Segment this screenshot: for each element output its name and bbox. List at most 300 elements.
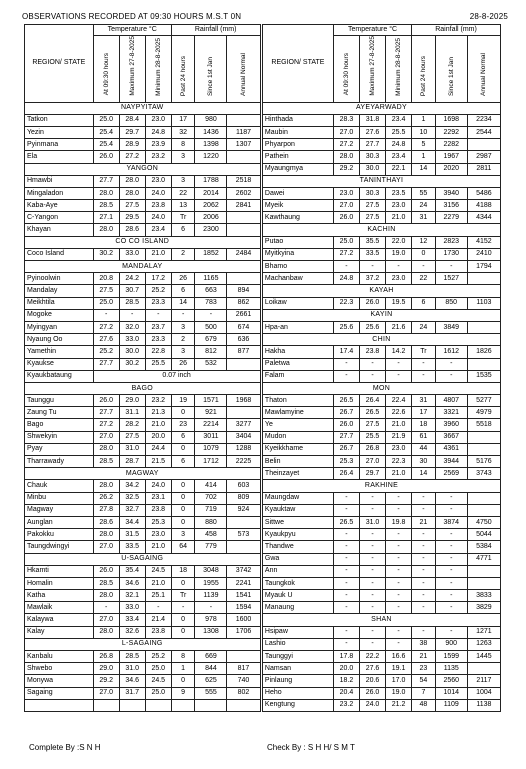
station-name: Meikhtila xyxy=(25,297,94,309)
table-row xyxy=(25,626,501,638)
temp-min: 24.0 xyxy=(145,480,171,492)
temp-min: 21.0 xyxy=(145,419,171,431)
temp-min: 25.5 xyxy=(386,126,412,138)
temp-min: 24.8 xyxy=(145,126,171,138)
temp-0930: 25.6 xyxy=(333,321,359,333)
temp-min: 22.0 xyxy=(386,236,412,248)
temp-0930: 27.0 xyxy=(333,200,359,212)
station-name: Kyeikkhame xyxy=(262,443,333,455)
rain-24h: Tr xyxy=(412,346,436,358)
station-name: Hkamti xyxy=(25,565,94,577)
temp-max: - xyxy=(359,565,385,577)
rain-annual-normal: 1445 xyxy=(467,651,500,663)
temp-max: 30.3 xyxy=(359,151,385,163)
rain-annual-normal: 2484 xyxy=(227,248,260,260)
section-header-l-sagaing: L-SAGAING xyxy=(25,638,261,650)
rain-24h: - xyxy=(412,577,436,589)
temp-min: 19.8 xyxy=(386,516,412,528)
temp-min: - xyxy=(386,553,412,565)
temp-max: 32.5 xyxy=(119,492,145,504)
temp-max: 34.4 xyxy=(119,516,145,528)
rain-annual-normal xyxy=(227,651,260,663)
temp-min: 19.0 xyxy=(386,687,412,699)
temp-min: 23.8 xyxy=(145,626,171,638)
temp-0930: 26.0 xyxy=(93,565,119,577)
table-row xyxy=(25,285,501,297)
col-past24-right: Past 24 hours xyxy=(412,36,436,103)
table-row xyxy=(25,102,501,114)
rain-since-jan: 978 xyxy=(195,614,227,626)
rain-annual-normal: 2241 xyxy=(227,577,260,589)
temp-min: 24.5 xyxy=(145,675,171,687)
temp-min: 21.0 xyxy=(386,419,412,431)
temp-max: 28.9 xyxy=(119,139,145,151)
table-row xyxy=(25,431,501,443)
station-name: Coco Island xyxy=(25,248,94,260)
rain-annual-normal xyxy=(227,212,260,224)
station-name: Shwebo xyxy=(25,663,94,675)
temp-min: 16.6 xyxy=(386,651,412,663)
temp-min: 22.8 xyxy=(145,346,171,358)
section-header-mandalay: MANDALAY xyxy=(25,261,261,273)
temp-max: - xyxy=(359,577,385,589)
temp-0930: 26.0 xyxy=(93,151,119,163)
rain-24h: Tr xyxy=(171,212,195,224)
temp-max: 28.6 xyxy=(119,224,145,236)
rain-annual-normal: 877 xyxy=(227,346,260,358)
rain-annual-normal: 1271 xyxy=(467,626,500,638)
rain-24h: 0 xyxy=(171,504,195,516)
temp-max: 30.3 xyxy=(359,187,385,199)
temp-min: - xyxy=(386,565,412,577)
temp-0930: 27.2 xyxy=(93,321,119,333)
temp-min: 20.0 xyxy=(145,431,171,443)
rain-24h: 23 xyxy=(171,419,195,431)
rain-24h: 8 xyxy=(171,651,195,663)
temp-0930: 30.2 xyxy=(93,248,119,260)
temp-0930: 26.4 xyxy=(333,468,359,480)
temp-min: 21.0 xyxy=(386,468,412,480)
station-name: Myingyan xyxy=(25,321,94,333)
rain-24h: 6 xyxy=(171,431,195,443)
rain-since-jan: 1308 xyxy=(195,626,227,638)
temp-min: 25.5 xyxy=(145,358,171,370)
rain-annual-normal: 5518 xyxy=(467,419,500,431)
temp-min: 23.5 xyxy=(386,187,412,199)
rain-since-jan: - xyxy=(435,370,467,382)
station-name: Ye xyxy=(262,419,333,431)
table-row xyxy=(25,663,501,675)
temp-0930: 26.5 xyxy=(333,395,359,407)
temp-min: - xyxy=(386,602,412,614)
temp-min: - xyxy=(145,309,171,321)
rain-24h: 3 xyxy=(171,321,195,333)
rain-since-jan: - xyxy=(435,577,467,589)
rain-annual-normal: 5277 xyxy=(467,395,500,407)
temp-max: 35.4 xyxy=(119,565,145,577)
temp-0930: 25.0 xyxy=(93,114,119,126)
col-minimum-right: Minimum 28-8-2025 xyxy=(386,36,412,103)
temp-min: 23.8 xyxy=(145,200,171,212)
table-row xyxy=(25,419,501,431)
rain-annual-normal: 1594 xyxy=(227,602,260,614)
rain-24h: 0 xyxy=(171,577,195,589)
table-row xyxy=(25,638,501,650)
temp-max: 31.5 xyxy=(119,529,145,541)
table-row xyxy=(25,395,501,407)
temp-max: 27.5 xyxy=(359,212,385,224)
temp-min: 25.2 xyxy=(145,285,171,297)
section-header-shan: SHAN xyxy=(262,614,500,626)
rain-24h: - xyxy=(412,358,436,370)
rain-since-jan: 4361 xyxy=(435,443,467,455)
station-name: Hakha xyxy=(262,346,333,358)
table-row xyxy=(25,370,501,382)
rain-annual-normal: 1004 xyxy=(467,687,500,699)
rain-since-jan: 3849 xyxy=(435,321,467,333)
rain-since-jan: 2300 xyxy=(195,224,227,236)
temp-max: 26.4 xyxy=(359,395,385,407)
temp-0930: 28.0 xyxy=(93,224,119,236)
rain-since-jan: 850 xyxy=(435,297,467,309)
station-name: Nyaung Oo xyxy=(25,334,94,346)
temp-0930: 25.2 xyxy=(93,346,119,358)
rain-24h: 1 xyxy=(412,114,436,126)
rain-24h: 0 xyxy=(412,248,436,260)
temp-max: 33.0 xyxy=(119,602,145,614)
temp-0930: 27.2 xyxy=(333,248,359,260)
rain-24h: - xyxy=(412,553,436,565)
temp-max: 20.6 xyxy=(359,675,385,687)
rain-24h: 3 xyxy=(171,151,195,163)
rain-since-jan: 4807 xyxy=(435,395,467,407)
temp-0930: 20.8 xyxy=(93,273,119,285)
station-name: Mudon xyxy=(262,431,333,443)
rain-annual-normal xyxy=(227,541,260,553)
temp-0930: 26.0 xyxy=(333,212,359,224)
observations-body xyxy=(25,102,501,711)
temp-max: 31.1 xyxy=(119,407,145,419)
temp-max: 30.0 xyxy=(119,346,145,358)
station-name: Zaung Tu xyxy=(25,407,94,419)
rain-24h: - xyxy=(412,541,436,553)
left-empty-cell xyxy=(93,699,119,711)
temp-min: 22.4 xyxy=(386,395,412,407)
rain-since-jan: 3156 xyxy=(435,200,467,212)
temp-min: 23.0 xyxy=(386,273,412,285)
rain-since-jan: 2279 xyxy=(435,212,467,224)
rain-24h: 32 xyxy=(171,126,195,138)
rain-since-jan: 880 xyxy=(195,516,227,528)
station-name: Ela xyxy=(25,151,94,163)
rain-since-jan: - xyxy=(435,565,467,577)
station-name: Hpa-an xyxy=(262,321,333,333)
report-title: OBSERVATIONS RECORDED AT 09:30 HOURS M.S.T 0N xyxy=(22,12,242,21)
temp-0930: 24.8 xyxy=(333,273,359,285)
temp-0930: 29.2 xyxy=(333,163,359,175)
temp-0930: - xyxy=(333,492,359,504)
temp-0930: 26.8 xyxy=(93,651,119,663)
rain-24h: - xyxy=(412,626,436,638)
temp-min: 24.0 xyxy=(145,212,171,224)
temp-max: 27.2 xyxy=(119,151,145,163)
temp-0930: 26.0 xyxy=(93,395,119,407)
temp-max: 29.7 xyxy=(119,126,145,138)
table-row xyxy=(25,187,501,199)
rain-since-jan: 1712 xyxy=(195,456,227,468)
section-header-chin: CHIN xyxy=(262,334,500,346)
station-name: Kalay xyxy=(25,626,94,638)
station-name: Kengtung xyxy=(262,699,333,711)
table-row xyxy=(25,175,501,187)
rain-annual-normal: 817 xyxy=(227,663,260,675)
station-name: Yezin xyxy=(25,126,94,138)
table-row xyxy=(25,516,501,528)
rain-24h: 6 xyxy=(412,297,436,309)
temp-0930: - xyxy=(333,565,359,577)
rain-since-jan: 980 xyxy=(195,114,227,126)
rain-since-jan: 1612 xyxy=(435,346,467,358)
rain-annual-normal: 4771 xyxy=(467,553,500,565)
rain-since-jan: - xyxy=(435,504,467,516)
temp-max: - xyxy=(359,553,385,565)
temp-min: - xyxy=(386,492,412,504)
station-name: Kyaukse xyxy=(25,358,94,370)
temp-max: 25.5 xyxy=(359,431,385,443)
temp-0930: 23.2 xyxy=(333,699,359,711)
rain-24h: 64 xyxy=(171,541,195,553)
rain-annual-normal: 5044 xyxy=(467,529,500,541)
station-name: Paletwa xyxy=(262,358,333,370)
rain-since-jan: 719 xyxy=(195,504,227,516)
temp-min: 21.0 xyxy=(145,541,171,553)
temp-min: 23.2 xyxy=(145,151,171,163)
temp-0930: 27.2 xyxy=(333,139,359,151)
station-name: Mandalay xyxy=(25,285,94,297)
station-name: Thaton xyxy=(262,395,333,407)
table-row xyxy=(25,565,501,577)
temp-max: 33.5 xyxy=(359,248,385,260)
rain-since-jan: - xyxy=(435,261,467,273)
temp-min: - xyxy=(386,541,412,553)
station-name: Pakokku xyxy=(25,529,94,541)
temp-min: 23.0 xyxy=(145,529,171,541)
observations-table xyxy=(24,24,501,712)
check-by: Check By : S H H/ S M T xyxy=(267,743,355,752)
temp-max: 28.7 xyxy=(119,456,145,468)
temp-max: 29.5 xyxy=(119,212,145,224)
table-row xyxy=(25,224,501,236)
col-maximum-right: Maximum 27-8-2025 xyxy=(359,36,385,103)
rain-annual-normal xyxy=(467,139,500,151)
station-name: Yamethin xyxy=(25,346,94,358)
temp-max: 27.6 xyxy=(359,663,385,675)
temp-min: 25.0 xyxy=(145,663,171,675)
temp-min: 23.3 xyxy=(145,297,171,309)
temp-min: - xyxy=(386,577,412,589)
temp-min: 23.3 xyxy=(145,334,171,346)
rain-annual-normal: 2987 xyxy=(467,151,500,163)
station-name: Myitkyina xyxy=(262,248,333,260)
rain-since-jan: 1788 xyxy=(195,175,227,187)
rain-annual-normal xyxy=(467,443,500,455)
rain-24h: 0 xyxy=(171,443,195,455)
station-name: Pinlaung xyxy=(262,675,333,687)
section-header-taninthayi: TANINTHAYI xyxy=(262,175,500,187)
temp-max: 27.5 xyxy=(359,419,385,431)
rain-annual-normal xyxy=(227,224,260,236)
temp-max: - xyxy=(119,309,145,321)
rain-since-jan: 1527 xyxy=(435,273,467,285)
temp-max: 24.2 xyxy=(119,273,145,285)
rain-24h: - xyxy=(412,370,436,382)
rain-since-jan: 679 xyxy=(195,334,227,346)
temp-0930: 28.0 xyxy=(93,443,119,455)
rain-since-jan: 1698 xyxy=(435,114,467,126)
station-name: Sittwe xyxy=(262,516,333,528)
temp-0930: 27.2 xyxy=(93,419,119,431)
rain-since-jan: 625 xyxy=(195,675,227,687)
left-empty-cell xyxy=(25,699,94,711)
temp-0930: 25.4 xyxy=(93,126,119,138)
rain-since-jan: 669 xyxy=(195,651,227,663)
rain-since-jan: 1398 xyxy=(195,139,227,151)
temp-max: 26.0 xyxy=(359,297,385,309)
temp-max: - xyxy=(359,529,385,541)
rain-24h: 14 xyxy=(171,297,195,309)
temp-min: - xyxy=(386,358,412,370)
rain-annual-normal: 636 xyxy=(227,334,260,346)
station-name: Shwekyin xyxy=(25,431,94,443)
rain-annual-normal: 2518 xyxy=(227,175,260,187)
rain-annual-normal xyxy=(227,407,260,419)
rain-since-jan: 900 xyxy=(435,638,467,650)
table-row xyxy=(25,529,501,541)
rain-since-jan: - xyxy=(435,358,467,370)
rain-24h: 9 xyxy=(171,687,195,699)
left-empty-cell xyxy=(145,699,171,711)
station-name: Hinthada xyxy=(262,114,333,126)
rain-since-jan: 663 xyxy=(195,285,227,297)
temp-max: 24.0 xyxy=(359,699,385,711)
rain-24h: 19 xyxy=(171,395,195,407)
temp-max: - xyxy=(359,626,385,638)
table-row xyxy=(25,297,501,309)
rain-annual-normal: 5486 xyxy=(467,187,500,199)
temp-min: 23.0 xyxy=(386,200,412,212)
rain-since-jan: 1079 xyxy=(195,443,227,455)
temp-max: 32.6 xyxy=(119,626,145,638)
temp-min: 19.0 xyxy=(386,248,412,260)
section-header-naypyitaw: NAYPYITAW xyxy=(25,102,261,114)
temp-min: - xyxy=(386,370,412,382)
rain-annual-normal xyxy=(227,273,260,285)
rain-24h: 10 xyxy=(412,126,436,138)
temp-min: 23.0 xyxy=(386,443,412,455)
temp-0930: - xyxy=(333,358,359,370)
temp-0930: 20.0 xyxy=(333,663,359,675)
rain-since-jan: - xyxy=(435,492,467,504)
table-row xyxy=(25,456,501,468)
station-name: Mawlaik xyxy=(25,602,94,614)
rain-24h: 2 xyxy=(171,334,195,346)
temp-max: 28.2 xyxy=(119,419,145,431)
rain-annual-normal: 3833 xyxy=(467,590,500,602)
section-header-u-sagaing: U-SAGAING xyxy=(25,553,261,565)
rain-annual-normal: 1706 xyxy=(227,626,260,638)
rain-since-jan: 1852 xyxy=(195,248,227,260)
rain-since-jan: 1165 xyxy=(195,273,227,285)
station-name: Hmawbi xyxy=(25,175,94,187)
station-name: Manaung xyxy=(262,602,333,614)
temp-max: 32.1 xyxy=(119,590,145,602)
temp-0930: 27.5 xyxy=(93,285,119,297)
station-name: Bhamo xyxy=(262,261,333,273)
left-empty-cell xyxy=(119,699,145,711)
rain-since-jan: 1220 xyxy=(195,151,227,163)
table-row xyxy=(25,675,501,687)
rain-24h: 55 xyxy=(412,187,436,199)
table-row xyxy=(25,687,501,699)
rainfall-header-left: Rainfall (mm) xyxy=(171,25,260,36)
station-name: Machanbaw xyxy=(262,273,333,285)
temp-max: 31.7 xyxy=(119,687,145,699)
rain-annual-normal: 924 xyxy=(227,504,260,516)
temp-0930: - xyxy=(333,261,359,273)
temp-0930: - xyxy=(333,553,359,565)
rain-annual-normal: 3404 xyxy=(227,431,260,443)
temp-min: 21.0 xyxy=(145,248,171,260)
rain-24h: 8 xyxy=(171,139,195,151)
rain-since-jan: 3960 xyxy=(435,419,467,431)
rain-annual-normal: 2811 xyxy=(467,163,500,175)
temp-max: - xyxy=(359,358,385,370)
col-past24-left: Past 24 hours xyxy=(171,36,195,103)
table-row xyxy=(25,480,501,492)
station-name: Myaungmya xyxy=(262,163,333,175)
temp-min: 24.0 xyxy=(145,187,171,199)
rainfall-header-right: Rainfall (mm) xyxy=(412,25,501,36)
temp-min: - xyxy=(386,626,412,638)
temp-max: 33.5 xyxy=(119,541,145,553)
rain-since-jan: - xyxy=(435,553,467,565)
temp-0930: 26.7 xyxy=(333,407,359,419)
rain-24h: 7 xyxy=(412,687,436,699)
temp-max: 33.4 xyxy=(119,614,145,626)
temp-min: - xyxy=(386,638,412,650)
temp-0930: 25.0 xyxy=(333,236,359,248)
table-row xyxy=(25,407,501,419)
rain-24h: 3 xyxy=(171,346,195,358)
temp-0930: 28.5 xyxy=(93,200,119,212)
temp-min: 23.0 xyxy=(145,114,171,126)
temp-0930: 27.1 xyxy=(93,212,119,224)
rain-24h: 14 xyxy=(412,468,436,480)
temp-min: 23.7 xyxy=(145,321,171,333)
section-header-magway: MAGWAY xyxy=(25,468,261,480)
station-name: Pyay xyxy=(25,443,94,455)
rain-annual-normal xyxy=(467,663,500,675)
temp-0930: 18.2 xyxy=(333,675,359,687)
station-name: Belin xyxy=(262,456,333,468)
left-empty-cell xyxy=(227,699,260,711)
rain-24h: 22 xyxy=(412,273,436,285)
rain-since-jan: 921 xyxy=(195,407,227,419)
temp-0930: 28.0 xyxy=(93,529,119,541)
rain-24h: 23 xyxy=(412,663,436,675)
temp-0930: 27.7 xyxy=(93,175,119,187)
section-header-yangon: YANGON xyxy=(25,163,261,175)
